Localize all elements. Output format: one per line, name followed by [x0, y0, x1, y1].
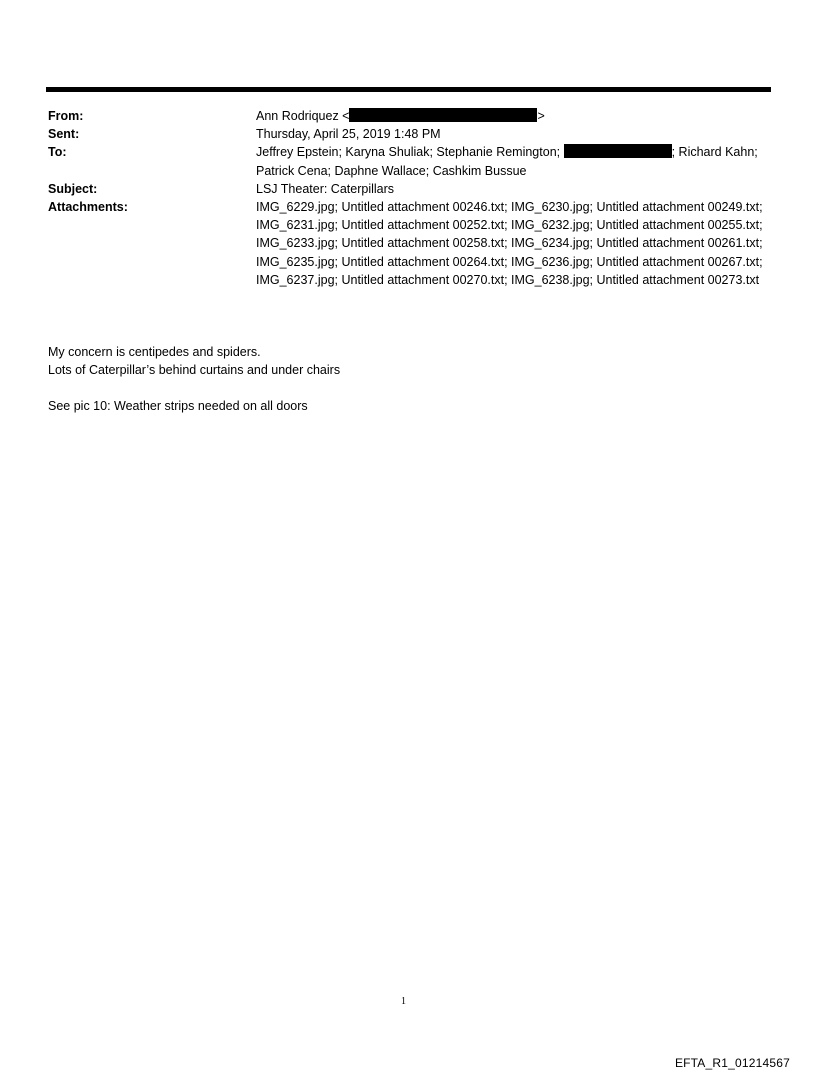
- attachments-row: [48, 198, 773, 289]
- to-recipients-part2: ; Richard Kahn; Patrick Cena; Daphne Wallace; Cashkim Bussue: [256, 145, 758, 178]
- email-body: [48, 343, 768, 415]
- subject-value: LSJ Theater: Caterpillars: [256, 181, 395, 196]
- from-name: Ann Rodriquez <: [256, 109, 350, 123]
- header-rule: [46, 87, 771, 92]
- attachments-label: Attachments:: [48, 200, 128, 215]
- from-label: From:: [48, 109, 84, 123]
- to-label: To:: [48, 145, 67, 160]
- redaction-box: [564, 144, 672, 158]
- sent-row: [48, 125, 773, 143]
- attachments-value: IMG_6229.jpg; Untitled attachment 00246.txt; IMG_6230.jpg; Untitled attachment 00249.txt; IMG_6231.jpg; Untitled attachment 00252.txt; IMG_6232.jpg; Untitled attachment 00255.txt; IMG_6233.jpg; Untitled attachment 00258.txt; IMG_6234.jpg; Untitled attachment 00261.txt; IMG_6235.jpg; Untitled attachment 00264.txt; IMG_6236.jpg; Untitled attachment 00267.txt; IMG_6237.jpg; Untitled attachment 00270.txt; IMG_6238.jpg; Untitled attachment 00273.txt: [256, 200, 763, 287]
- from-value: [256, 107, 773, 125]
- from-row: [48, 107, 773, 125]
- page-number: 1: [401, 996, 406, 1007]
- paragraph-gap: [48, 379, 768, 397]
- body-line: Lots of Caterpillar’s behind curtains and under chairs: [48, 363, 341, 377]
- to-value: [256, 143, 773, 179]
- body-line: My concern is centipedes and spiders.: [48, 345, 261, 359]
- subject-row: [48, 180, 773, 198]
- to-recipients-part1: Jeffrey Epstein; Karyna Shuliak; Stephanie Remington;: [256, 145, 564, 160]
- bates-number: EFTA_R1_01214567: [674, 1056, 790, 1070]
- body-line: See pic 10: Weather strips needed on all doors: [48, 399, 308, 413]
- subject-label: Subject:: [48, 181, 98, 196]
- from-close: >: [537, 109, 545, 123]
- redaction-box: [349, 108, 537, 122]
- to-row: [48, 143, 773, 179]
- sent-label: Sent:: [48, 127, 80, 142]
- email-header: [48, 107, 773, 289]
- sent-value: Thursday, April 25, 2019 1:48 PM: [256, 127, 441, 142]
